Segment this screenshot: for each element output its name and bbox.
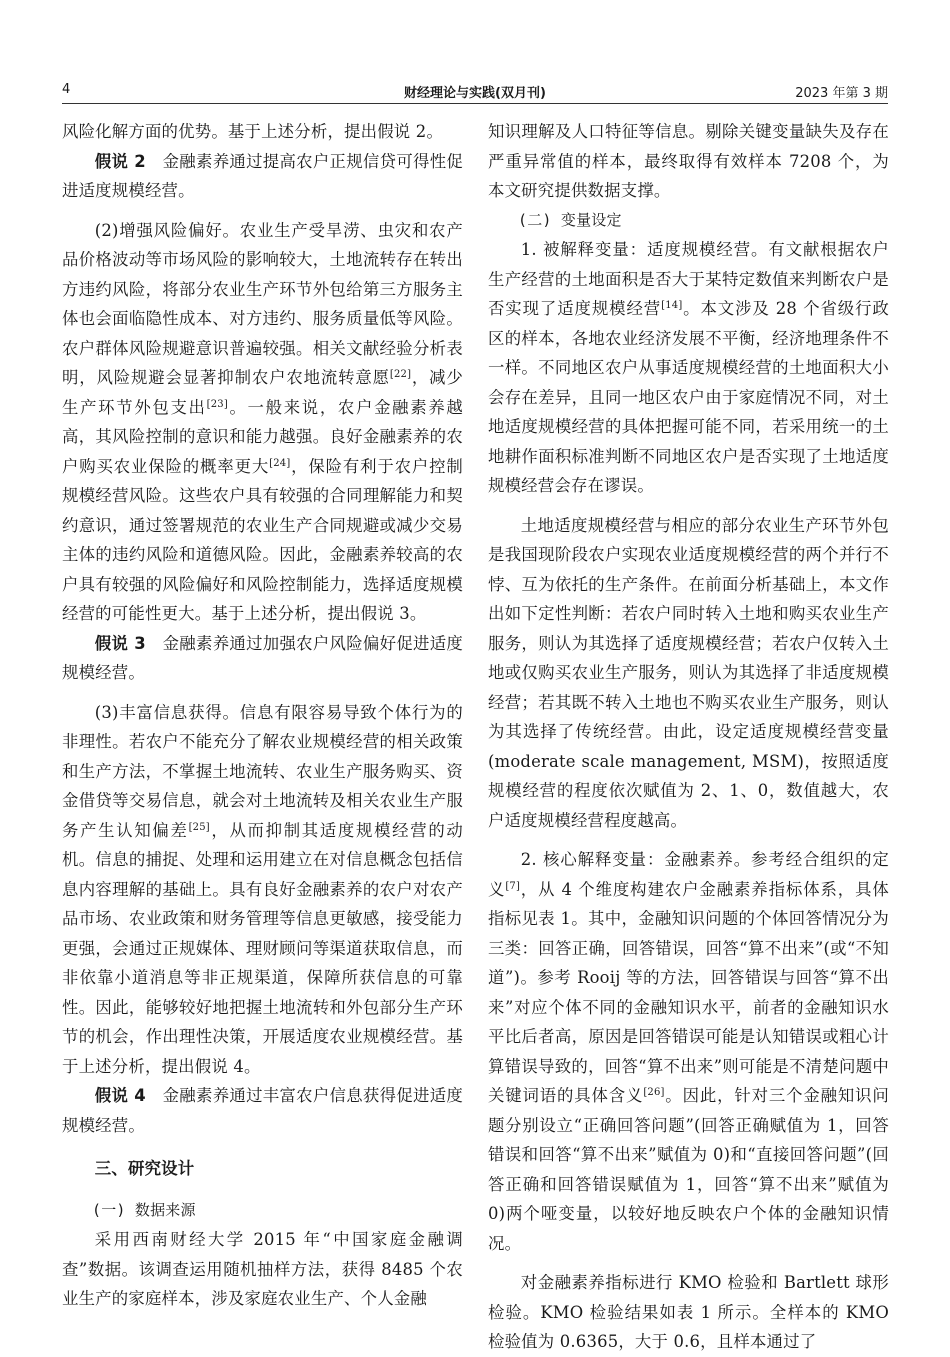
paragraph-data-source: 采用西南财经大学 2015 年“中国家庭金融调查”数据。该调查运用随机抽样方法，获得 8485 个农业生产的家庭样本，涉及家庭农业生产、个人金融 [62,1230,463,1308]
paragraph-moderate-scale: 土地适度规模经营与相应的部分农业生产环节外包是我国现阶段农户实现农业适度规模经营的两个并行不悖、互为依托的生产条件。在前面分析基础上，本文作出如下定性判断：若农户同时转入土地和购买农业生产服务，则认为其选择了适度规模经营；若农户仅转入土地或仅购买农业生产服务，则认为其选择了非适度规模经营；若其既不转入土地也不购买农业生产服务，则认为其选择了传统经营。由此，设定适度规模经营变量(moderate scale management, MSM)，按照适度规模经营的程度依次赋值为 2、1、0，数值越大，农户适度规模经营程度越高。 [488,515,889,830]
paragraph-kmo: 对金融素养指标进行 KMO 检验和 Bartlett 球形检验。KMO 检验结果如表 1 所示。全样本的 KMO 检验值为 0.6365，大于 0.6，且样本通过了 [488,1273,889,1351]
text-run: (2)增强风险偏好。农业生产受旱涝、虫灾和农产品价格波动等市场风险的影响较大，土地流转存在转出方违约风险，将部分农业生产环节外包给第三方服务主体也会面临隐性成本、对方违约、服务质量低等风险。农户群体风险规避意识普遍较强。相关文献经验分析表明，风险规避会显著抑制农户农地流转意愿 [62,220,463,387]
hypothesis-3 [62,629,463,688]
hypothesis-4 [62,1081,463,1140]
citation: [14] [661,300,683,311]
text-run: 2. 核心解释变量：金融素养。参考经合组织的定义 [488,850,889,899]
hypothesis-text: 金融素养通过提高农户正规信贷可得性促进适度规模经营。 [62,151,463,200]
header-rule [62,103,888,104]
citation: [24] [269,457,291,469]
text-run: ，从而抑制其适度规模经营的动机。信息的捕捉、处理和运用建立在对信息概念包括信息内容理解的基础上。具有良好金融素养的农户对农产品市场、农业政策和财务管理等信息更敏感，接受能力更强，会通过正规媒体、理财顾问等渠道获取信息，而非依靠小道消息等非正规渠道，保障所获信息的可靠性。因此，能够较好地把握土地流转和外包部分生产环节的机会，作出理性决策，开展适度农业规模经营。基于上述分析，提出假说 4。 [62,820,463,1076]
text-run: ，减少生产环节外包支出 [62,368,463,417]
citation: [7] [505,880,521,892]
text-run: ，保险有利于农户控制规模经营风险。这些农户具有较强的合同理解能力和契约意识，通过签署规范的农业生产合同规避或减少交易主体的违约风险和道德风险。因此，金融素养较高的农户具有较强的风险偏好和风险控制能力，选择适度规模经营的可能性更大。基于上述分析，提出假说 3。 [62,456,463,623]
paragraph-information [62,698,463,1082]
citation: [22] [389,369,412,380]
paragraph-risk-preference [62,216,463,629]
text-run: ，从 4 个维度构建农户金融素养指标体系，具体指标见表 1。其中，金融知识问题的个体回答情况分为三类：回答正确，回答错误，回答“算不出来”(或“不知道”)。参考 Rooij 等的方法，回答错误与回答“算不出来”对应个体不同的金融知识水平，前者的金融知识水平比后者高，原因是回答错误可能是认知错误或粗心计算错误导致的，回答“算不出来”则可能是不清楚问题中关键词语的具体含义 [488,879,890,1105]
text-run: 1. 被解释变量：适度规模经营。有文献根据农户生产经营的土地面积是否大于某特定数值来判断农户是否实现了适度规模经营 [488,240,889,318]
hypothesis-2 [62,147,463,206]
right-column [488,117,889,1357]
text-run: 。本文涉及 28 个省级行政区的样本，各地农业经济发展不平衡，经济地理条件不一样。不同地区农户从事适度规模经营的土地面积大小会存在差异，且同一地区农户由于家庭情况不同，对土地适度规模经营的具体把握可能不同，若采用统一的土地耕作面积标准判断不同地区农户是否实现了土地适度规模经营会存在谬误。 [488,299,890,495]
paragraph: 知识理解及人口特征等信息。剔除关键变量缺失及存在严重异常值的样本，最终取得有效样本 7208 个，为本文研究提供数据支撑。 [488,122,889,200]
citation: [23] [206,398,228,410]
text-run: 。因此，针对三个金融知识问题分别设立“正确回答问题”(回答正确赋值为 1，回答错误和回答“算不出来”赋值为 0)和“直接回答问题”(回答正确和回答错误赋值为 1，回答“算不出来”赋值为 0)两个哑变量，以较好地反映农户个体的金融知识情况。 [488,1086,889,1253]
text-run: 。一般来说，农户金融素养越高，其风险控制的意识和能力越强。良好金融素养的农户购买农业保险的概率更大 [62,397,463,476]
journal-title: 财经理论与实践(双月刊) [404,86,546,101]
paragraph-dependent-variable [488,235,889,501]
hypothesis-text: 金融素养通过丰富农户信息获得促进适度规模经营。 [62,1086,463,1135]
page-number: 4 [62,82,71,97]
hypothesis-label: 假说 3 [94,633,146,653]
subsection-heading: (一) 数据来源 [92,1200,196,1219]
citation: [26] [643,1087,665,1098]
text-run: (3)丰富信息获得。信息有限容易导致个体行为的非理性。若农户不能充分了解农业规模经营的相关政策和生产方法，不掌握土地流转、农业生产服务购买、资金借贷等交易信息，就会对土地流转及相关农业生产服务产生认知偏差 [62,702,463,840]
page-header [62,80,888,102]
subsection-heading: (二) 变量设定 [518,210,622,229]
paragraph-core-variable [488,845,889,1258]
left-column [62,117,463,1314]
hypothesis-label: 假说 2 [94,151,146,171]
citation: [25] [188,821,210,833]
issue-label: 2023 年第 3 期 [795,86,888,101]
paragraph: 风险化解方面的优势。基于上述分析，提出假说 2。 [62,122,444,141]
hypothesis-text: 金融素养通过加强农户风险偏好促进适度规模经营。 [62,633,463,682]
hypothesis-label: 假说 4 [94,1086,146,1105]
section-heading: 三、研究设计 [94,1159,195,1178]
